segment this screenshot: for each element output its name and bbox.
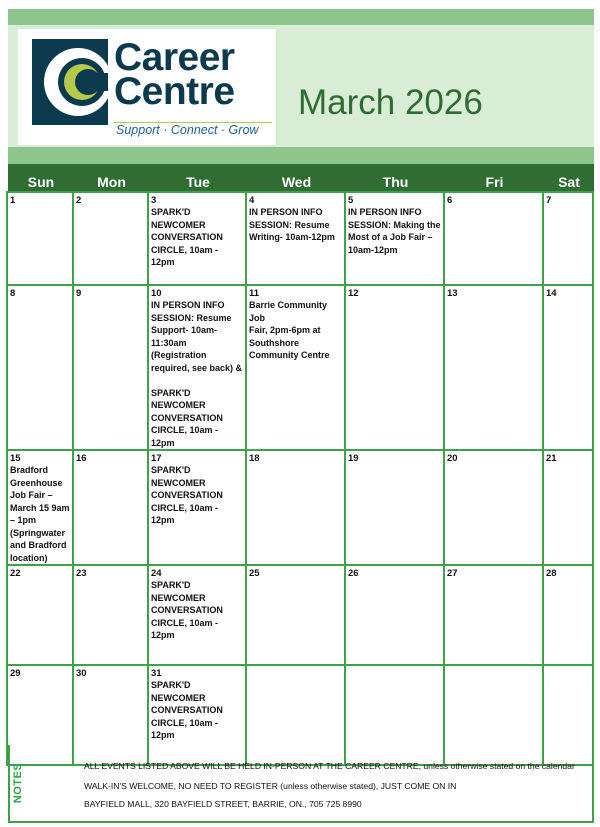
- calendar-day-cell: [444, 285, 543, 450]
- weekday-sun: Sun: [27, 174, 55, 190]
- day-number: 10: [151, 288, 162, 299]
- calendar-day-cell: [73, 450, 148, 565]
- calendar-day-cell: [444, 450, 543, 565]
- weekday-thu: Thu: [382, 174, 409, 190]
- calendar-grid: [6, 191, 594, 766]
- event-text: IN PERSON INFO SESSION: Making the Most of a Job Fair – 10am-12pm: [348, 207, 441, 255]
- notes-section: [8, 745, 594, 823]
- day-number: 24: [151, 568, 162, 579]
- calendar-day-cell: [543, 285, 593, 450]
- day-number: 2: [76, 195, 82, 206]
- calendar-day-cell: [345, 450, 444, 565]
- calendar-day-cell: [148, 450, 246, 565]
- note-line-1: ALL EVENTS LISTED ABOVE WILL BE HELD IN-PERSON AT THE CAREER CENTRE, unless otherwise stated on the calendar: [84, 761, 575, 771]
- day-number: 16: [76, 453, 87, 464]
- day-number: 13: [447, 288, 458, 299]
- weekday-header: [8, 164, 594, 191]
- calendar-day-cell: [148, 192, 246, 285]
- day-number: 4: [249, 195, 255, 206]
- notes-label: NOTES: [12, 762, 25, 804]
- day-number: 23: [76, 568, 87, 579]
- day-number: 22: [10, 568, 21, 579]
- event-text: SPARK'D NEWCOMER CONVERSATION CIRCLE, 10am - 12pm: [151, 207, 223, 267]
- day-number: 25: [249, 568, 260, 579]
- event-text: Bradford Greenhouse Job Fair – March 15 9am – 1pm (Springwater and Bradford location): [10, 465, 70, 563]
- day-number: 12: [348, 288, 359, 299]
- day-number: 27: [447, 568, 458, 579]
- calendar-day-cell: [73, 285, 148, 450]
- calendar-day-cell: [246, 285, 345, 450]
- calendar-day-cell: [246, 192, 345, 285]
- calendar-day-cell: [345, 565, 444, 665]
- day-number: [247, 666, 344, 668]
- day-number: 1: [10, 195, 16, 206]
- event-text: IN PERSON INFO SESSION: Resume Writing- 10am-12pm: [249, 207, 335, 242]
- event-text: SPARK'D NEWCOMER CONVERSATION CIRCLE, 10am - 12pm: [151, 465, 223, 525]
- calendar-day-cell: [7, 285, 73, 450]
- event-text: Barrie Community Job Fair, 2pm-6pm at Southshore Community Centre: [249, 300, 330, 360]
- calendar-day-cell: [543, 450, 593, 565]
- day-number: 29: [10, 668, 21, 679]
- logo-tagline: Support · Connect · Grow: [116, 123, 259, 137]
- note-line-3: BAYFIELD MALL, 320 BAYFIELD STREET, BARRIE, ON., 705 725 8990: [84, 799, 362, 809]
- top-band: [8, 9, 594, 25]
- day-number: 31: [151, 668, 162, 679]
- calendar-day-cell: [246, 450, 345, 565]
- day-number: 7: [546, 195, 552, 206]
- day-number: [544, 666, 592, 668]
- day-number: 9: [76, 288, 82, 299]
- day-number: [445, 666, 542, 668]
- day-number: 18: [249, 453, 260, 464]
- event-text: SPARK'D NEWCOMER CONVERSATION CIRCLE, 10am - 12pm: [151, 580, 223, 640]
- calendar-day-cell: [7, 565, 73, 665]
- day-number: 11: [249, 288, 260, 299]
- weekday-fri: Fri: [485, 174, 504, 190]
- weekday-mon: Mon: [97, 174, 126, 190]
- day-number: 20: [447, 453, 458, 464]
- green-band: [8, 147, 594, 164]
- day-number: 26: [348, 568, 359, 579]
- note-line-2: WALK-IN'S WELCOME, NO NEED TO REGISTER (unless otherwise stated), JUST COME ON IN: [84, 781, 457, 791]
- calendar-week: [7, 565, 593, 665]
- day-number: 3: [151, 195, 157, 206]
- day-number: 5: [348, 195, 354, 206]
- day-number: 19: [348, 453, 359, 464]
- career-centre-logo: [18, 29, 276, 145]
- day-number: 30: [76, 668, 87, 679]
- calendar-week: [7, 450, 593, 565]
- calendar-week: [7, 285, 593, 450]
- day-number: 14: [546, 288, 557, 299]
- day-number: 8: [10, 288, 16, 299]
- day-number: 15: [10, 453, 21, 464]
- calendar-day-cell: [444, 192, 543, 285]
- month-title: March 2026: [298, 83, 483, 122]
- calendar-day-cell: [543, 565, 593, 665]
- calendar-day-cell: [148, 565, 246, 665]
- calendar-day-cell: [148, 285, 246, 450]
- day-number: 28: [546, 568, 557, 579]
- day-number: 6: [447, 195, 453, 206]
- header: [8, 25, 594, 147]
- calendar-day-cell: [7, 192, 73, 285]
- logo-title: Career Centre: [114, 36, 235, 113]
- day-number: 17: [151, 453, 162, 464]
- day-number: 21: [546, 453, 557, 464]
- calendar-day-cell: [345, 192, 444, 285]
- weekday-wed: Wed: [281, 174, 312, 190]
- weekday-sat: Sat: [558, 174, 580, 190]
- calendar-day-cell: [543, 192, 593, 285]
- calendar-week: [7, 192, 593, 285]
- event-text: SPARK'D NEWCOMER CONVERSATION CIRCLE, 10am - 12pm: [151, 680, 223, 740]
- calendar-day-cell: [73, 192, 148, 285]
- calendar-day-cell: [73, 565, 148, 665]
- calendar-day-cell: [345, 285, 444, 450]
- event-text: IN PERSON INFO SESSION: Resume Support- 10am- 11:30am (Registration required, see back) & SPARK'D NEWCOMER CONVERSATION CIRCLE, 10am - 12pm: [151, 300, 243, 448]
- day-number: [346, 666, 443, 668]
- calendar-day-cell: [246, 565, 345, 665]
- calendar-day-cell: [444, 565, 543, 665]
- weekday-tue: Tue: [186, 174, 210, 190]
- calendar-day-cell: [7, 450, 73, 565]
- logo-c-mark-icon: [32, 39, 108, 125]
